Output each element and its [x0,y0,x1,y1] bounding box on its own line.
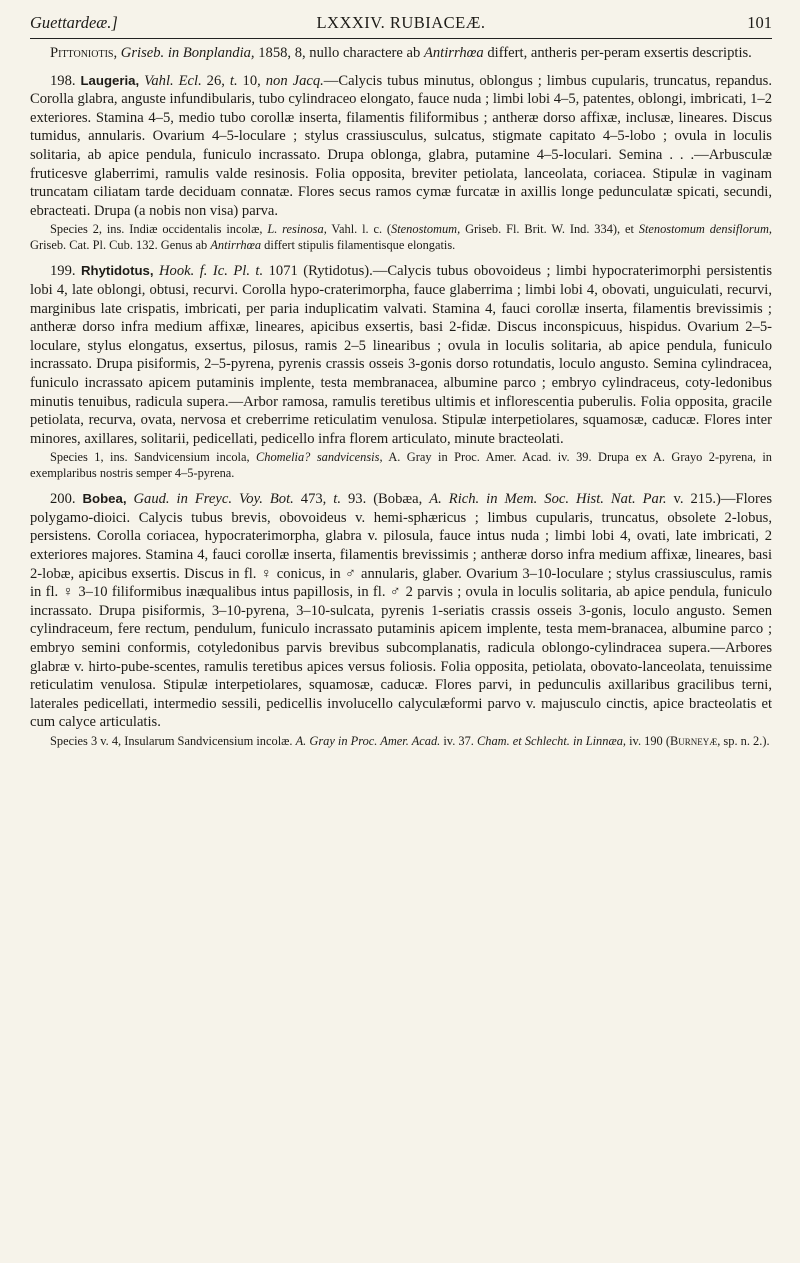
page-number: 101 [747,13,772,32]
genus-199-species-note: Species 1, ins. Sandvicensium incola, Chomelia? sandvicensis, A. Gray in Proc. Amer. Acad. iv. 39. Drupa ex A. Grayo 2-pyrena, in exemplaribus nostris semper 4–5-pyrena. [30,450,772,480]
genus-name-rhytidotus: Rhytidotus, [81,263,154,279]
header-family: LXXXIV. RUBIACEÆ. [316,13,486,32]
genus-199-description: 199. Rhytidotus, Hook. f. Ic. Pl. t. 1071 (Rytidotus).—Calycis tubus obovoideus ; limbi hypocraterimorphi persistentis lobi 4, late oblongi, obtusi, recurvi. Corolla hypo-craterimorpha, fauce glaberrima ; limbi lobi 4, obovati, unguiculati, recurvi, marginibus late crispatis, imbricati, per paria induplicatim valvati. Stamina 4, fauci corollæ inserta, filamentis brevissimis ; antheræ dorso infra medium affixæ, lineares, apicibus exsertis, basi 2-fidæ. Discus inconspicuus, hispidus. Ovarium 2–5-loculare, stylus elongatus, exsertus, pilosus, ramis 2–5 linearibus ; ovula in loculis solitaria, ab apice pendula, funiculo incrassato. Drupa pisiformis, 2–5-pyrena, pyrenis crassis osseis 3-gonis dorso rotundatis, loculo angusto. Semina cylindracea, funiculo incrassato apicem putaminis implente, testa membranacea, albumine parco ; embryo cylindraceus, coty-ledonibus minutis tenuibus, radicula supera.—Arbor ramosa, ramulis teretibus ultimis et inflorescentia puberulis. Folia opposita, gracile petiolata, recurva, ovata, nervosa et creberrime reticulatim venulosa. Stipulæ interpetiolares, squamosæ, caducæ. Flores inter minores, axillares, solitarii, pedicellati, pedicello infra florem articulato, minute bracteolati. [30,263,772,447]
genus-200-description: 200. Bobea, Gaud. in Freyc. Voy. Bot. 473, t. 93. (Bobæa, A. Rich. in Mem. Soc. Hist. Nat. Par. v. 215.)—Flores polygamo-dioici. Calycis tubus brevis, obovoideus v. hemi-sphæricus ; limbus cupularis, truncatus, obsolete 2-lobus, persistens. Corolla coriacea, hypocraterimorpha, glabra v. pilosula, fauce intus nuda ; limbi lobi 4, ovati, late imbricati, 2 exteriores majores. Stamina 4, fauci corollæ inserta, filamentis brevissimis ; antheræ dorso infra medium affixæ, lineares, basi 2-lobæ, apicibus exsertis. Discus in fl. ♀ conicus, in ♂ annularis, glaber. Ovarium 3–10-loculare ; stylus crassiusculus, ramis in fl. ♀ 3–10 filiformibus inæqualibus intus papillosis, in fl. ♂ 2 parvis ; ovula in loculis solitaria, ab apice pendula, funiculo incrassato. Drupa pisiformis, 3–10-pyrena, 3–10-sulcata, pyrenis 1-seriatis crassis osseis 3-gonis, loculo angusto. Semen cylindraceum, fere rectum, pendulum, funiculo incrassato putaminis apicem implente, testa mem-branacea, albumine parco ; embryo semini conformis, cotyledonibus parvis brevibus subcomplanatis, radicula oblongo-cylindracea supera.—Arbores glabræ v. hirto-pube-scentes, ramulis teretibus apices versus foliosis. Folia opposita, petiolata, obovato-lanceolata, tenuissime reticulatim venulosa. Stipulæ interpetiolares, squamosæ, caducæ. Flores parvi, in pedunculis axillaribus gracilibus terni, laterales pedicellati, intermedio sessili, pedicellis involucello calyculæformi parvo v. majusculo cinctis, apice bracteolatis et cum calyce articulatis. [30,491,772,731]
genus-name-laugeria: Laugeria, [80,72,140,88]
header-section: Guettardeæ.] [30,13,118,32]
genus-name-bobea: Bobea, [82,491,127,507]
genus-198-species-note: Species 2, ins. Indiæ occidentalis incolæ, L. resinosa, Vahl. l. c. (Stenostomum, Griseb. Fl. Brit. W. Ind. 334), et Stenostomum densiflorum, Griseb. Cat. Pl. Cub. 132. Genus ab Antirrhœa differt stipulis filamentisque elongatis. [30,222,772,252]
intro-paragraph: Pittoniotis, Griseb. in Bonplandia, 1858, 8, nullo charactere ab Antirrhœa differt, antheris per-peram exsertis descriptis. [50,45,752,61]
genus-200-species-note: Species 3 v. 4, Insularum Sandvicensium incolæ. A. Gray in Proc. Amer. Acad. iv. 37. Cham. et Schlecht. in Linnæa, iv. 190 (Burneyæ, sp. n. 2.). [50,734,770,748]
running-header [30,0,772,39]
genus-198-description: 198. Laugeria, Vahl. Ecl. 26, t. 10, non Jacq.—Calycis tubus minutus, oblongus ; limbus cupularis, truncatus, repandus. Corolla glabra, anguste infundibularis, tubo cylindraceo elongato, fauce nuda ; limbi lobi 4–5, patentes, oblongi, imbricati, 1–2 exteriores. Stamina 4–5, medio tubo corollæ inserta, filamentis filiformibus ; antheræ dorso affixæ, inclusæ, lineares. Discus tumidus, annularis. Ovarium 4–5-loculare ; stylus crassiusculus, sulcatus, stigmate capitato 4–5-lobo ; ovula in loculis solitaria, ab apice pendula, funiculo incrassato. Drupa oblonga, glabra, putamine 4–5-loculari. Semina . . .—Arbusculæ fruticesve glaberrimi, ramulis valde resinosis. Folia opposita, breviter petiolata, lanceolata, coriacea. Stipulæ in vaginam truncatam ciliatam tarde deciduam connatæ. Flores secus ramos cymæ furcatæ in axillis longe pedunculatæ spicati, secundi, ebracteati. Drupa (a nobis non visa) parva. [30,72,772,219]
